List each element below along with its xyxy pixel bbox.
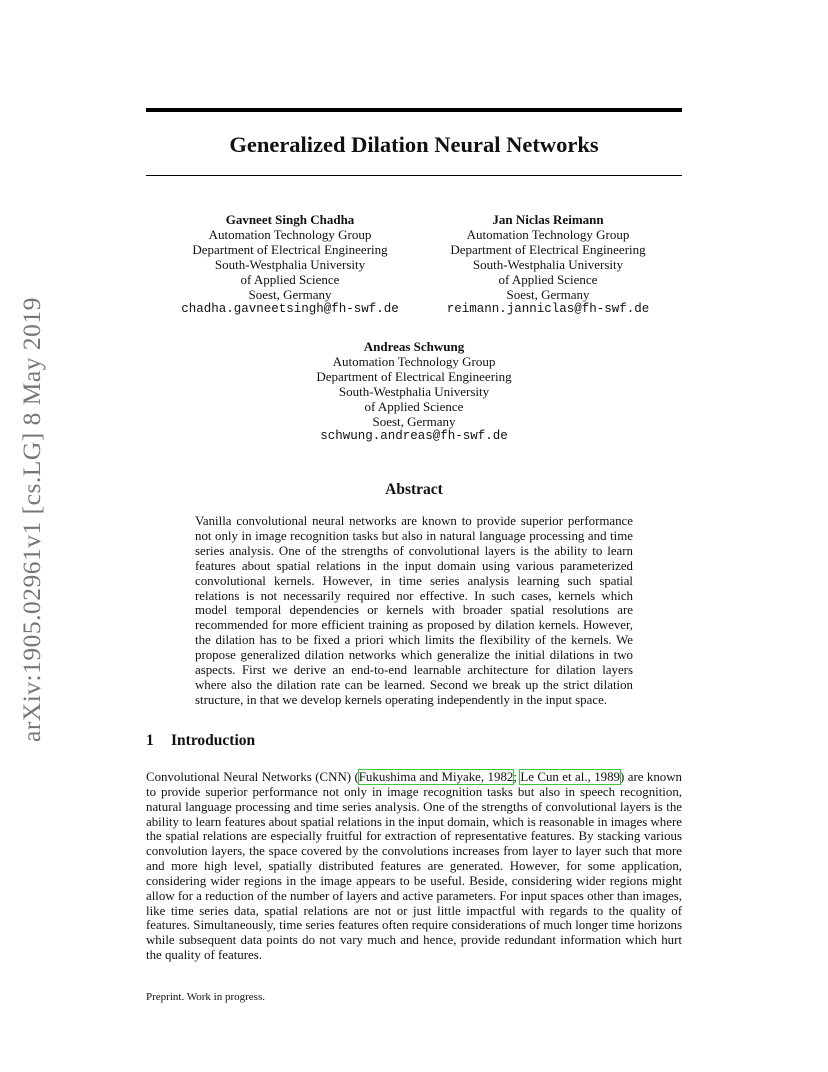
intro-text-after: ) are known to provide superior performance not only in image recognition tasks but also in speech recognition, natural language processing and time series analysis. One of the strengths of convolutional layers is the ability to learn features about spatial relations in the input domain, which is reasonable in images where the spatial relations are especially fruitful for extraction of representative features. By stacking various convolution layers, the space covered by the convolutions increases from layer to layer such that more and more high level, spatially distributed features are generated. However, for some application, considering wider regions in the image appears to be useful. Beside, considering wider regions might allow for a reduction of the number of layers and active parameters. For input spaces other than images, like time series data, spatial relations are not or just little impactful with regards to the quality of features. Simultaneously, time series features often require considerations of much longer time horizons while subsequent data points do not vary much and hence, provide redundant information which hurt the quality of features. [146, 770, 682, 963]
paper-title: Generalized Dilation Neural Networks [229, 132, 599, 157]
arxiv-identifier: arXiv:1905.02961v1 [cs.LG] 8 May 2019 [17, 297, 46, 743]
intro-text-before: Convolutional Neural Networks (CNN) ( [146, 770, 359, 784]
author-department: Department of Electrical Engineering [316, 369, 512, 384]
author-email[interactable]: chadha.gavneetsingh@fh-swf.de [181, 302, 399, 316]
author-location: Soest, Germany [248, 287, 332, 302]
author-group: Automation Technology Group [466, 227, 630, 242]
author-group: Automation Technology Group [208, 227, 372, 242]
author-department: Department of Electrical Engineering [192, 242, 388, 257]
author-university-line2: of Applied Science [364, 399, 464, 414]
author-email[interactable]: schwung.andreas@fh-swf.de [320, 429, 508, 443]
citation-link[interactable]: Fukushima and Miyake, 1982 [358, 770, 514, 784]
author-university: South-Westphalia University [472, 257, 624, 272]
citation-separator: ; [513, 770, 521, 784]
section-number: 1 [146, 732, 154, 749]
author-block-2 [408, 212, 688, 317]
author-location: Soest, Germany [506, 287, 590, 302]
author-name: Gavneet Singh Chadha [225, 212, 355, 227]
author-name: Jan Niclas Reimann [492, 212, 604, 227]
author-university-line2: of Applied Science [498, 272, 598, 287]
footer-note: Preprint. Work in progress. [146, 991, 265, 1003]
author-group: Automation Technology Group [332, 354, 496, 369]
author-department: Department of Electrical Engineering [450, 242, 646, 257]
introduction-paragraph [146, 770, 682, 963]
author-university: South-Westphalia University [214, 257, 366, 272]
abstract-heading: Abstract [385, 481, 443, 498]
author-university-line2: of Applied Science [240, 272, 340, 287]
author-block-1 [150, 212, 430, 317]
author-university: South-Westphalia University [338, 384, 490, 399]
section-title: Introduction [171, 732, 256, 749]
author-block-3 [274, 339, 554, 444]
title-rule-bottom [146, 175, 682, 176]
citation-link[interactable]: Le Cun et al., 1989 [520, 770, 620, 784]
author-name: Andreas Schwung [363, 339, 465, 354]
author-location: Soest, Germany [372, 414, 456, 429]
section-heading [146, 732, 255, 750]
abstract-text: Vanilla convolutional neural networks are known to provide superior performance not only in image recognition tasks but also in natural language processing and time series analysis. One of the strengths of convolutional layers is the ability to learn features about spatial relations in the input domain using various parameterized convolutional kernels. However, in time series analysis learning such spatial relations is not necessarily required nor effective. In such cases, kernels which model temporal dependencies or kernels with broader spatial resolutions are recommended for more efficient training as proposed by dilation kernels. However, the dilation has to be fixed a priori which limits the flexibility of the kernels. We propose generalized dilation networks which generalize the initial dilations in two aspects. First we derive an end-to-end learnable architecture for dilation layers where also the dilation rate can be learned. Second we break up the strict dilation structure, in that we develop kernels operating independently in the input space. [195, 514, 633, 707]
title-rule-top [146, 108, 682, 112]
author-email[interactable]: reimann.janniclas@fh-swf.de [446, 302, 650, 316]
